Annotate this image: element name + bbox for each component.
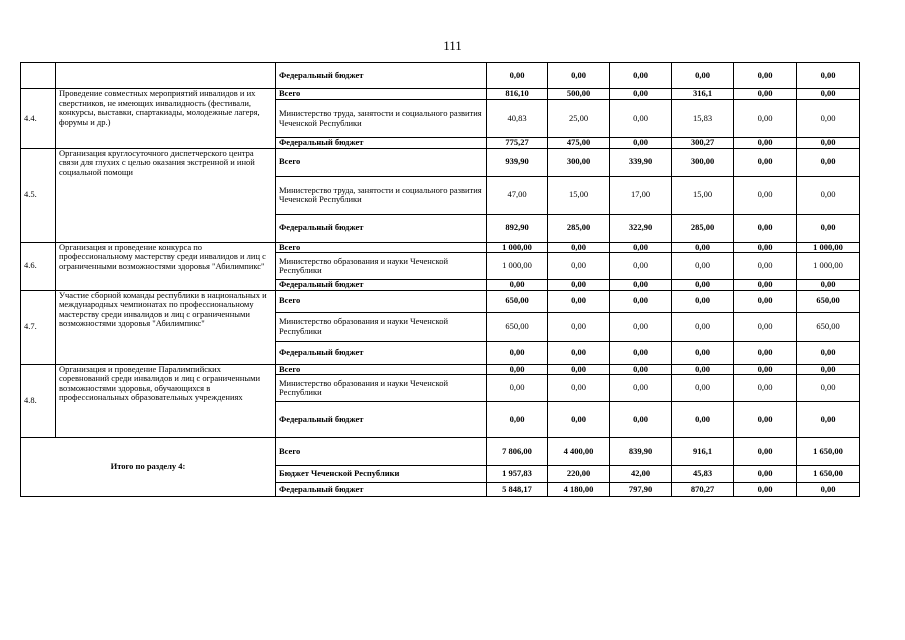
- item-index: 4.5.: [21, 148, 56, 242]
- amount-total: 0,00: [487, 341, 548, 364]
- amount-y1: 0,00: [548, 341, 610, 364]
- item-description: Организация круглосуточного диспетчерского центра связи для глухих с целью оказания экстренной и иной социальной помощи: [56, 148, 276, 242]
- amount-y1: 0,00: [548, 312, 610, 341]
- item-index: 4.4.: [21, 89, 56, 149]
- amount-y3: 285,00: [672, 214, 734, 242]
- amount-y2: 17,00: [610, 176, 672, 214]
- amount-y3: 300,27: [672, 138, 734, 149]
- funding-source: Министерство образования и науки Чеченской Республики: [276, 253, 487, 280]
- amount-y2: 339,90: [610, 148, 672, 176]
- amount-y1: 500,00: [548, 89, 610, 100]
- amount-y1: 0,00: [548, 290, 610, 312]
- funding-source: Бюджет Чеченской Республики: [276, 466, 487, 483]
- amount-total: 0,00: [487, 402, 548, 438]
- amount-y4: 0,00: [734, 483, 797, 497]
- amount-y1: 475,00: [548, 138, 610, 149]
- funding-source: Федеральный бюджет: [276, 280, 487, 291]
- funding-source: Всего: [276, 242, 487, 253]
- amount-y5: 0,00: [797, 138, 860, 149]
- amount-y1: 15,00: [548, 176, 610, 214]
- amount-total: 0,00: [487, 63, 548, 89]
- amount-y3: 0,00: [672, 375, 734, 402]
- amount-y2: 0,00: [610, 290, 672, 312]
- amount-y3: 316,1: [672, 89, 734, 100]
- amount-y4: 0,00: [734, 375, 797, 402]
- amount-y4: 0,00: [734, 176, 797, 214]
- amount-y4: 0,00: [734, 63, 797, 89]
- funding-source: Федеральный бюджет: [276, 483, 487, 497]
- funding-source: Всего: [276, 89, 487, 100]
- item-description: Участие сборной команды республики в национальных и международных чемпионатах по профессиональному мастерству среди инвалидов и лиц с ограниченными возможностями здоровья "Абилимпикс": [56, 290, 276, 364]
- funding-source: Федеральный бюджет: [276, 341, 487, 364]
- amount-y1: 285,00: [548, 214, 610, 242]
- amount-y1: 0,00: [548, 242, 610, 253]
- amount-y5: 0,00: [797, 100, 860, 138]
- amount-y3: 0,00: [672, 364, 734, 375]
- amount-total: 775,27: [487, 138, 548, 149]
- budget-table-body: [21, 63, 860, 497]
- amount-y1: 0,00: [548, 280, 610, 291]
- amount-y3: 0,00: [672, 253, 734, 280]
- amount-y2: 797,90: [610, 483, 672, 497]
- amount-y4: 0,00: [734, 438, 797, 466]
- amount-total: 0,00: [487, 375, 548, 402]
- amount-y2: 0,00: [610, 375, 672, 402]
- amount-y4: 0,00: [734, 253, 797, 280]
- item-index: 4.8.: [21, 364, 56, 438]
- amount-y4: 0,00: [734, 148, 797, 176]
- amount-y5: 650,00: [797, 290, 860, 312]
- amount-total: 1 957,83: [487, 466, 548, 483]
- section-total-label: Итого по разделу 4:: [21, 438, 276, 497]
- amount-y3: 0,00: [672, 242, 734, 253]
- amount-y4: 0,00: [734, 290, 797, 312]
- amount-total: 40,83: [487, 100, 548, 138]
- amount-y3: 916,1: [672, 438, 734, 466]
- amount-y2: 0,00: [610, 100, 672, 138]
- amount-y1: 220,00: [548, 466, 610, 483]
- amount-y4: 0,00: [734, 364, 797, 375]
- amount-y1: 0,00: [548, 253, 610, 280]
- amount-y2: 0,00: [610, 364, 672, 375]
- amount-y5: 0,00: [797, 63, 860, 89]
- amount-y2: 0,00: [610, 253, 672, 280]
- amount-y2: 0,00: [610, 242, 672, 253]
- funding-source: Всего: [276, 290, 487, 312]
- amount-y2: 0,00: [610, 138, 672, 149]
- item-index: 4.6.: [21, 242, 56, 290]
- amount-y1: 4 180,00: [548, 483, 610, 497]
- amount-y4: 0,00: [734, 242, 797, 253]
- funding-source: Федеральный бюджет: [276, 138, 487, 149]
- amount-total: 892,90: [487, 214, 548, 242]
- amount-y2: 0,00: [610, 89, 672, 100]
- amount-y3: 15,00: [672, 176, 734, 214]
- amount-total: 5 848,17: [487, 483, 548, 497]
- funding-source: Федеральный бюджет: [276, 63, 487, 89]
- item-index: 4.7.: [21, 290, 56, 364]
- amount-y4: 0,00: [734, 214, 797, 242]
- page-number: 111: [443, 38, 462, 53]
- amount-y3: 0,00: [672, 280, 734, 291]
- funding-source: Всего: [276, 438, 487, 466]
- amount-y5: 650,00: [797, 312, 860, 341]
- amount-y2: 0,00: [610, 312, 672, 341]
- amount-y2: 0,00: [610, 402, 672, 438]
- empty-description-cell: [56, 63, 276, 89]
- amount-y5: 1 000,00: [797, 242, 860, 253]
- amount-y5: 0,00: [797, 483, 860, 497]
- amount-y4: 0,00: [734, 341, 797, 364]
- amount-y5: 0,00: [797, 148, 860, 176]
- amount-y3: 870,27: [672, 483, 734, 497]
- amount-y5: 0,00: [797, 375, 860, 402]
- amount-total: 650,00: [487, 290, 548, 312]
- amount-y4: 0,00: [734, 100, 797, 138]
- amount-y1: 25,00: [548, 100, 610, 138]
- amount-y4: 0,00: [734, 402, 797, 438]
- amount-y5: 0,00: [797, 89, 860, 100]
- amount-y3: 0,00: [672, 312, 734, 341]
- amount-y5: 1 000,00: [797, 253, 860, 280]
- amount-total: 0,00: [487, 280, 548, 291]
- amount-y5: 0,00: [797, 402, 860, 438]
- amount-y3: 15,83: [672, 100, 734, 138]
- table-row: [21, 89, 860, 100]
- item-description: Организация и проведение конкурса по профессиональному мастерству среди инвалидов и лиц с ограниченными возможностями здоровья "Абилимпикс": [56, 242, 276, 290]
- funding-source: Всего: [276, 148, 487, 176]
- amount-y4: 0,00: [734, 312, 797, 341]
- amount-y5: 0,00: [797, 364, 860, 375]
- item-description: Проведение совместных мероприятий инвалидов и их сверстников, не имеющих инвалидность (фестивали, конкурсы, выставки, спартакиады, молодежные лагеря, форумы и др.): [56, 89, 276, 149]
- amount-y1: 300,00: [548, 148, 610, 176]
- amount-y3: 45,83: [672, 466, 734, 483]
- item-description: Организация и проведение Паралимпийских соревнований среди инвалидов и лиц с ограниченными возможностями здоровья, обучающихся в профессиональных образовательных учреждениях: [56, 364, 276, 438]
- amount-y5: 0,00: [797, 280, 860, 291]
- funding-source: Министерство труда, занятости и социального развития Чеченской Республики: [276, 176, 487, 214]
- amount-y4: 0,00: [734, 280, 797, 291]
- amount-y2: 0,00: [610, 280, 672, 291]
- empty-index-cell: [21, 63, 56, 89]
- funding-source: Федеральный бюджет: [276, 214, 487, 242]
- funding-source: Федеральный бюджет: [276, 402, 487, 438]
- amount-y1: 4 400,00: [548, 438, 610, 466]
- amount-y3: 0,00: [672, 290, 734, 312]
- amount-y4: 0,00: [734, 89, 797, 100]
- amount-y2: 0,00: [610, 341, 672, 364]
- amount-total: 0,00: [487, 364, 548, 375]
- amount-total: 939,90: [487, 148, 548, 176]
- funding-source: Министерство образования и науки Чеченской Республики: [276, 375, 487, 402]
- amount-y4: 0,00: [734, 138, 797, 149]
- amount-total: 816,10: [487, 89, 548, 100]
- amount-y3: 0,00: [672, 63, 734, 89]
- funding-source: Всего: [276, 364, 487, 375]
- amount-y1: 0,00: [548, 375, 610, 402]
- amount-total: 1 000,00: [487, 242, 548, 253]
- amount-total: 650,00: [487, 312, 548, 341]
- amount-y2: 42,00: [610, 466, 672, 483]
- funding-source: Министерство образования и науки Чеченской Республики: [276, 312, 487, 341]
- table-row: [21, 242, 860, 253]
- amount-y3: 0,00: [672, 402, 734, 438]
- amount-y1: 0,00: [548, 364, 610, 375]
- amount-total: 1 000,00: [487, 253, 548, 280]
- amount-y1: 0,00: [548, 402, 610, 438]
- table-row: [21, 63, 860, 89]
- amount-y1: 0,00: [548, 63, 610, 89]
- amount-y5: 0,00: [797, 341, 860, 364]
- amount-y5: 1 650,00: [797, 466, 860, 483]
- amount-y3: 300,00: [672, 148, 734, 176]
- amount-y2: 322,90: [610, 214, 672, 242]
- amount-y2: 0,00: [610, 63, 672, 89]
- funding-source: Министерство труда, занятости и социального развития Чеченской Республики: [276, 100, 487, 138]
- table-row: [21, 438, 860, 466]
- amount-total: 47,00: [487, 176, 548, 214]
- amount-y5: 1 650,00: [797, 438, 860, 466]
- budget-table: [20, 62, 860, 497]
- amount-y5: 0,00: [797, 214, 860, 242]
- amount-y2: 839,90: [610, 438, 672, 466]
- table-row: [21, 364, 860, 375]
- amount-total: 7 806,00: [487, 438, 548, 466]
- amount-y3: 0,00: [672, 341, 734, 364]
- amount-y4: 0,00: [734, 466, 797, 483]
- amount-y5: 0,00: [797, 176, 860, 214]
- table-row: [21, 148, 860, 176]
- table-row: [21, 290, 860, 312]
